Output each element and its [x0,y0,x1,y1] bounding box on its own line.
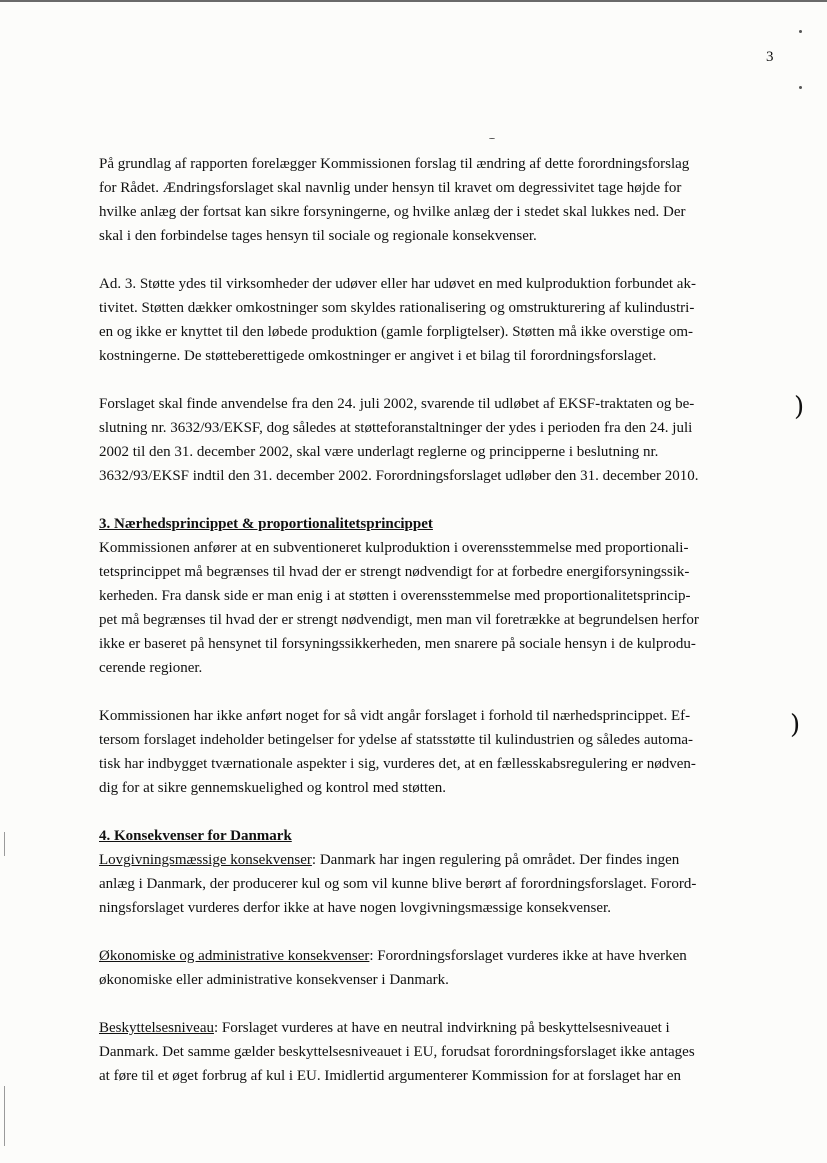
section-heading: 3. Nærhedsprincippet & proportionalitetsprincippet [99,516,433,532]
text-line: Kommissionen har ikke anført noget for så vidt angår forslaget i forhold til nærhedsprincippet. Ef- [99,708,691,724]
document-body [99,152,775,1088]
text-line: På grundlag af rapporten forelægger Kommissionen forslag til ændring af dette forordningsforslag [99,156,690,172]
subsection-label: Lovgivningsmæssige konsekvenser [99,852,312,868]
paragraph-proposal-amendment [99,152,775,248]
text-line: kostningerne. De støtteberettigede omkostninger er angivet i et bilag til forordningsforslaget. [99,348,657,364]
text-line: kerheden. Fra dansk side er man enig i at støtten i overensstemmelse med proportionalitetsprincip- [99,588,691,604]
text-line: Ad. 3. Støtte ydes til virksomheder der udøver eller har udøvet en med kulproduktion forbundet ak- [99,276,696,292]
text-line: 2002 til den 31. december 2002, skal være underlagt reglerne og principperne i beslutning nr. [99,444,659,460]
text-line: Lovgivningsmæssige konsekvenser: Danmark har ingen regulering på området. Der findes ingen [99,852,680,868]
subsection-label: Beskyttelsesniveau [99,1020,214,1036]
text-line: anlæg i Danmark, der producerer kul og som vil kunne blive berørt af forordningsforslaget. Forord- [99,876,697,892]
text-line: pet må begrænses til hvad der er strengt nødvendigt, men man vil foretrække at begrundelsen herfor [99,612,699,628]
paragraph-application-period [99,392,775,488]
text-line: Økonomiske og administrative konsekvenser: Forordningsforslaget vurderes ikke at have hverken [99,948,687,964]
text-line: dig for at sikre gennemskuelighed og kontrol med støtten. [99,780,447,796]
scan-top-edge [0,0,827,2]
scan-speck [799,30,802,33]
text-line: slutning nr. 3632/93/EKSF, dog således at støtteforanstaltninger der ydes i perioden fra den 24. juli [99,420,693,436]
margin-bracket: ) [794,392,805,422]
scan-margin-mark [4,832,5,856]
text-line: Forslaget skal finde anvendelse fra den 24. juli 2002, svarende til udløbet af EKSF-traktaten og be- [99,396,695,412]
page-number: 3 [766,49,774,65]
text-line: tetsprincippet må begrænses til hvad der er strengt nødvendigt for at forbedre energiforsyningssik- [99,564,690,580]
text-line: ikke er baseret på hensynet til forsyningssikkerheden, men snarere på sociale hensyn i de kulprodu- [99,636,696,652]
paragraph-ad-3 [99,272,775,368]
section-3 [99,512,775,800]
text-line: skal i den forbindelse tages hensyn til sociale og regionale konsekvenser. [99,228,537,244]
scan-speck [799,86,802,89]
text-line: Beskyttelsesniveau: Forslaget vurderes at have en neutral indvirkning på beskyttelsesniveauet i [99,1020,670,1036]
text-line: en og ikke er knyttet til den løbede produktion (gamle forpligtelser). Støtten må ikke overstige om- [99,324,694,340]
section-heading: 4. Konsekvenser for Danmark [99,828,292,844]
text-line: hvilke anlæg der fortsat kan sikre forsyningerne, og hvilke anlæg der i stedet skal lukkes ned. Der [99,204,686,220]
text-line: cerende regioner. [99,660,203,676]
text-line: økonomiske eller administrative konsekvenser i Danmark. [99,972,449,988]
subsection-label: Økonomiske og administrative konsekvenser [99,948,370,964]
margin-bracket: ) [790,710,801,740]
text-line: tisk har indbygget tværnationale aspekter i sig, vurderes det, at en fællesskabsregulering er nødven- [99,756,696,772]
scan-speck [489,138,495,139]
text-line: tivitet. Støtten dækker omkostninger som skyldes rationalisering og omstrukturering af kulindustri- [99,300,695,316]
text-line: Danmark. Det samme gælder beskyttelsesniveauet i EU, forudsat forordningsforslaget ikke antages [99,1044,695,1060]
text-line: Kommissionen anfører at en subventioneret kulproduktion i overensstemmelse med proportionali- [99,540,689,556]
text-line: for Rådet. Ændringsforslaget skal navnlig under hensyn til kravet om degressivitet tage højde for [99,180,682,196]
text-line: 3632/93/EKSF indtil den 31. december 2002. Forordningsforslaget udløber den 31. december 2010. [99,468,699,484]
scan-margin-mark [4,1086,5,1146]
section-4 [99,824,775,1088]
text-line: at føre til et øget forbrug af kul i EU. Imidlertid argumenterer Kommission for at forslaget har en [99,1068,682,1084]
text-line: ningsforslaget vurderes derfor ikke at have nogen lovgivningsmæssige konsekvenser. [99,900,611,916]
text-line: tersom forslaget indeholder betingelser for ydelse af statsstøtte til kulindustrien og således automa- [99,732,694,748]
